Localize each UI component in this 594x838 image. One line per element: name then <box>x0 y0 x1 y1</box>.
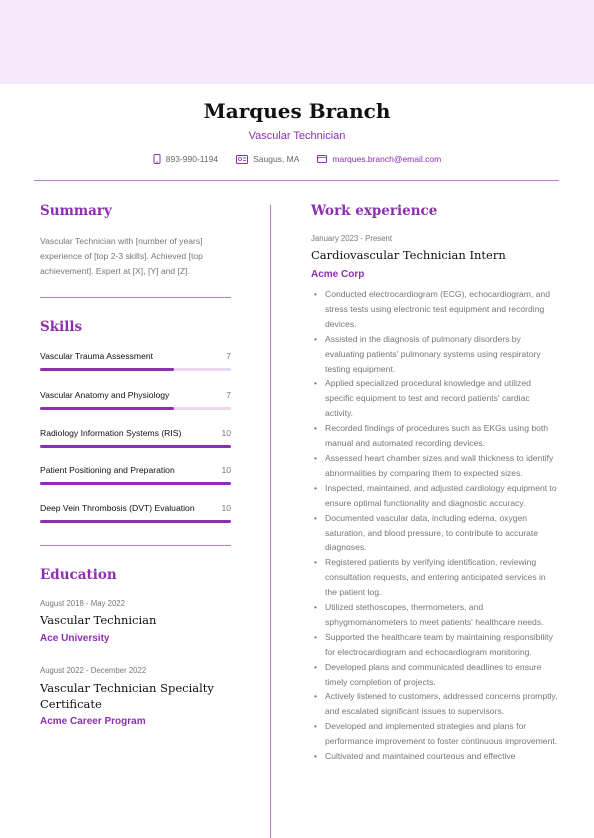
skill-name: Radiology Information Systems (RIS) <box>40 428 182 438</box>
skill-bar-fill <box>40 482 231 485</box>
location-icon <box>236 155 248 164</box>
skills-divider <box>40 545 231 546</box>
list-item: • Utilized stethoscopes, thermometers, and sphygmomanometers to meet patients' healthcare needs. <box>314 600 559 630</box>
skill-item <box>40 390 231 410</box>
skill-name: Deep Vein Thrombosis (DVT) Evaluation <box>40 503 195 513</box>
location-text: Saugus, MA <box>253 154 300 164</box>
skill-bar-fill <box>40 368 174 371</box>
job-bullets <box>314 287 559 764</box>
education-degree: Vascular Technician <box>40 613 157 627</box>
list-item: • Applied specialized procedural knowledge and utilized specific equipment to test and record patients' cardiac activity. <box>314 376 559 421</box>
phone-icon <box>153 154 161 164</box>
list-item: • Assessed heart chamber sizes and wall thickness to identify abnormalities by comparing them to expected sizes. <box>314 451 559 481</box>
skill-level: 10 <box>221 428 231 438</box>
skill-bar <box>40 482 231 485</box>
column-divider <box>270 205 271 838</box>
skill-bar <box>40 368 231 371</box>
skill-name: Vascular Trauma Assessment <box>40 351 154 361</box>
education-school: Ace University <box>40 633 110 644</box>
list-item: • Assisted in the diagnosis of pulmonary disorders by evaluating patients' pulmonary systems using respiratory testing equipment. <box>314 332 559 377</box>
contact-email[interactable] <box>317 154 441 164</box>
email-link[interactable]: marques.branch@email.com <box>332 154 442 164</box>
skill-name: Patient Positioning and Preparation <box>40 465 175 475</box>
phone-text: 893-990-1194 <box>165 154 219 164</box>
header-band <box>0 0 594 84</box>
list-item: • Supported the healthcare team by maintaining responsibility for electrocardiogram and echocardiogram monitoring. <box>314 630 559 660</box>
skill-name: Vascular Anatomy and Physiology <box>40 390 170 400</box>
list-item: • Developed and implemented strategies and plans for performance improvement to foster continuous improvement. <box>314 719 559 749</box>
summary-divider <box>40 297 231 298</box>
education-school: Acme Career Program <box>40 716 146 727</box>
skill-item <box>40 503 231 523</box>
job-date: January 2023 - Present <box>311 234 393 243</box>
education-date: August 2022 - December 2022 <box>40 666 147 675</box>
job-title: Cardiovascular Technician Intern <box>311 248 506 262</box>
skill-bar <box>40 407 231 410</box>
skill-level: 10 <box>221 465 231 475</box>
contact-phone <box>153 154 218 164</box>
candidate-name: Marques Branch <box>203 99 391 123</box>
list-item: • Cultivated and maintained courteous and effective <box>314 749 559 764</box>
skill-level: 7 <box>226 390 231 400</box>
summary-heading: Summary <box>40 203 112 219</box>
contact-info <box>0 154 594 164</box>
skill-bar-fill <box>40 520 231 523</box>
list-item: • Conducted electrocardiogram (ECG), echocardiogram, and stress tests using electronic test equipment and recording devices. <box>314 287 559 332</box>
header-divider <box>34 180 559 181</box>
work-heading: Work experience <box>311 203 438 219</box>
contact-location <box>236 154 299 164</box>
skill-level: 7 <box>226 351 231 361</box>
education-degree: Vascular Technician Specialty Certificate <box>40 681 214 711</box>
skills-heading: Skills <box>40 319 83 335</box>
skill-bar-fill <box>40 407 174 410</box>
summary-text: Vascular Technician with [number of years] experience of [top 2-3 skills]. Achieved [top achievement]. Expert at [X], [Y] and [Z]. <box>40 236 203 276</box>
list-item: • Actively listened to customers, addressed concerns promptly, and escalated significant issues to supervisors. <box>314 689 559 719</box>
skill-item <box>40 465 231 485</box>
list-item: • Registered patients by verifying identification, reviewing consultation requests, and entering anticipated services in the patient log. <box>314 555 559 600</box>
skill-level: 10 <box>221 503 231 513</box>
job-company: Acme Corp <box>311 269 365 280</box>
list-item: • Documented vascular data, including edema, oxygen saturation, and blood pressure, to contribute to accurate diagnoses. <box>314 511 559 556</box>
skill-item <box>40 428 231 448</box>
list-item: • Recorded findings of procedures such as EKGs using both manual and automated recording devices. <box>314 421 559 451</box>
skill-bar-fill <box>40 445 231 448</box>
mail-icon <box>317 155 327 163</box>
skill-bar <box>40 520 231 523</box>
education-heading: Education <box>40 567 117 583</box>
list-item: • Developed plans and communicated deadlines to ensure timely completion of projects. <box>314 660 559 690</box>
candidate-role: Vascular Technician <box>248 130 346 142</box>
skill-bar <box>40 445 231 448</box>
education-date: August 2018 - May 2022 <box>40 599 125 608</box>
skill-item <box>40 351 231 371</box>
list-item: • Inspected, maintained, and adjusted cardiology equipment to ensure optimal functionality and diagnostic accuracy. <box>314 481 559 511</box>
